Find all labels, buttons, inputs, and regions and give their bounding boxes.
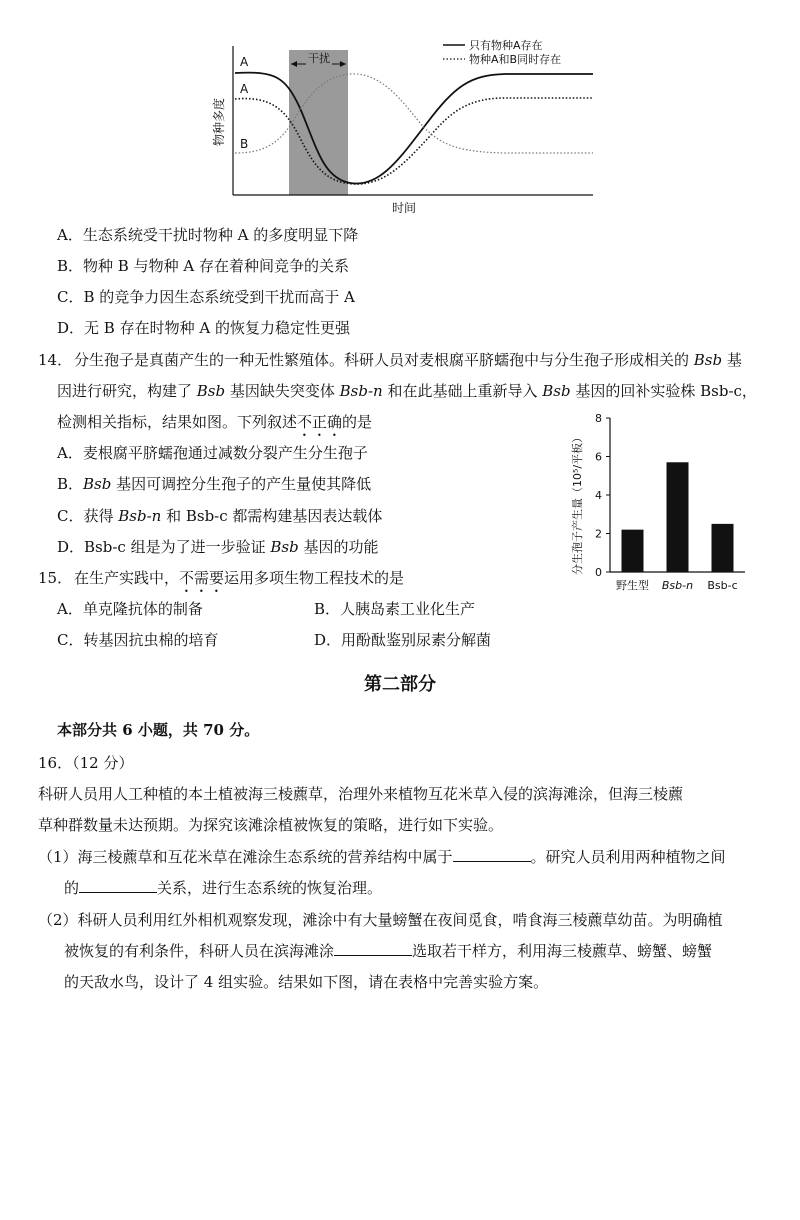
chart-bar (712, 524, 734, 572)
q16-sub2-line3: 的天敌水鸟，设计了 4 组实验。结果如下图，请在表格中完善实验方案。 (64, 973, 549, 991)
q14-stem-line3: 检测相关指标，结果如图。下列叙述不正确的是 (57, 413, 373, 431)
q13-option-b: B．物种 B 与物种 A 存在着种间竞争的关系 (57, 257, 349, 275)
label-a-dotted: A (240, 82, 249, 96)
q14-option-c: C．获得 Bsb-n 和 Bsb-c 都需构建基因表达载体 (57, 507, 383, 525)
q16-sub1-line1: （1）海三棱藨草和互花米草在滩涂生态系统的营养结构中属于 。研究人员利用两种植物之间 (38, 848, 726, 866)
q15-option-a: A．单克隆抗体的制备 (57, 600, 203, 618)
chart-category-label: Bsb-n (661, 579, 694, 592)
chart-y-tick-label: 0 (595, 566, 602, 579)
chart-category-label: Bsb-c (707, 579, 738, 592)
q14-number: 14． (38, 351, 73, 369)
part-two-intro: 本部分共 6 小题，共 70 分。 (57, 721, 260, 739)
q14-option-b: B．Bsb 基因可调控分生孢子的产生量使其降低 (57, 475, 372, 493)
q14-option-d: D．Bsb-c 组是为了进一步验证 Bsb 基因的功能 (57, 538, 379, 556)
chart-category-label: 野生型 (616, 579, 649, 592)
q16-para-line2: 草种群数量未达预期。为探究该滩涂植被恢复的策略，进行如下实验。 (38, 816, 504, 834)
q13-option-d: D．无 B 存在时物种 A 的恢复力稳定性更强 (57, 319, 350, 337)
q15-option-d: D．用酚酞鉴别尿素分解菌 (314, 631, 492, 649)
y-axis-label: 物种多度 (212, 97, 226, 146)
q14-option-a: A．麦根腐平脐蠕孢通过减数分裂产生分生孢子 (57, 444, 368, 462)
curve-a-only (235, 73, 593, 184)
q13-option-a: A．生态系统受干扰时物种 A 的多度明显下降 (57, 226, 359, 244)
q14-stem-line2: 因进行研究，构建了 Bsb 基因缺失突变体 Bsb-n 和在此基础上重新导入 Bsb 基因的回补实验株 Bsb-c， (57, 382, 757, 400)
q15-stem: 在生产实践中，不需要运用多项生物工程技术的是 (74, 569, 405, 587)
chart-bar (622, 530, 644, 572)
species-abundance-figure (205, 38, 605, 218)
chart-y-axis-label: 分生孢子产生量（10⁵/平板） (571, 431, 584, 575)
x-axis-label: 时间 (391, 201, 417, 215)
chart-y-tick-label: 6 (595, 450, 602, 464)
q16-blank-2[interactable] (79, 878, 157, 893)
q16-sub1-line2: 的 关系，进行生态系统的恢复治理。 (64, 879, 383, 897)
disturbance-label: 干扰 (308, 52, 330, 65)
part-two-title: 第二部分 (364, 674, 436, 695)
q14-stem-line1: 分生孢子是真菌产生的一种无性繁殖体。科研人员对麦根腐平脐蠕孢中与分生孢子形成相关的 Bsb 基 (74, 351, 742, 369)
conidia-bar-chart (560, 410, 760, 605)
chart-y-tick-label: 8 (595, 412, 602, 425)
q16-number: 16．（12 分） (38, 754, 134, 772)
q15-option-b: B．人胰岛素工业化生产 (314, 600, 476, 618)
q16-para-line1: 科研人员用人工种植的本土植被海三棱藨草，治理外来植物互花米草入侵的滨海滩涂，但海三棱藨 (38, 785, 684, 803)
chart-y-tick-label: 2 (595, 527, 602, 541)
q16-blank-1[interactable] (453, 847, 531, 862)
q16-sub2-line2: 被恢复的有利条件，科研人员在滨海滩涂 选取若干样方，利用海三棱藨草、螃蟹、螃蟹 (64, 942, 713, 960)
q16-blank-3[interactable] (334, 941, 412, 956)
q13-option-c: C．B 的竞争力因生态系统受到干扰而高于 A (57, 288, 355, 306)
q15-number: 15． (38, 569, 73, 587)
q15-option-c: C．转基因抗虫棉的培育 (57, 631, 219, 649)
label-b: B (240, 137, 249, 151)
label-a-solid: A (240, 55, 249, 69)
chart-y-tick-label: 4 (595, 489, 602, 502)
q16-sub2-line1: （2）科研人员利用红外相机观察发现，滩涂中有大量螃蟹在夜间觅食，啃食海三棱藨草幼苗。为明确植 (38, 911, 723, 929)
chart-bar (667, 462, 689, 572)
disturbance-band (289, 50, 348, 195)
legend-solid: 只有物种A存在 (469, 39, 543, 52)
legend-dotted: 物种A和B同时存在 (469, 53, 562, 66)
